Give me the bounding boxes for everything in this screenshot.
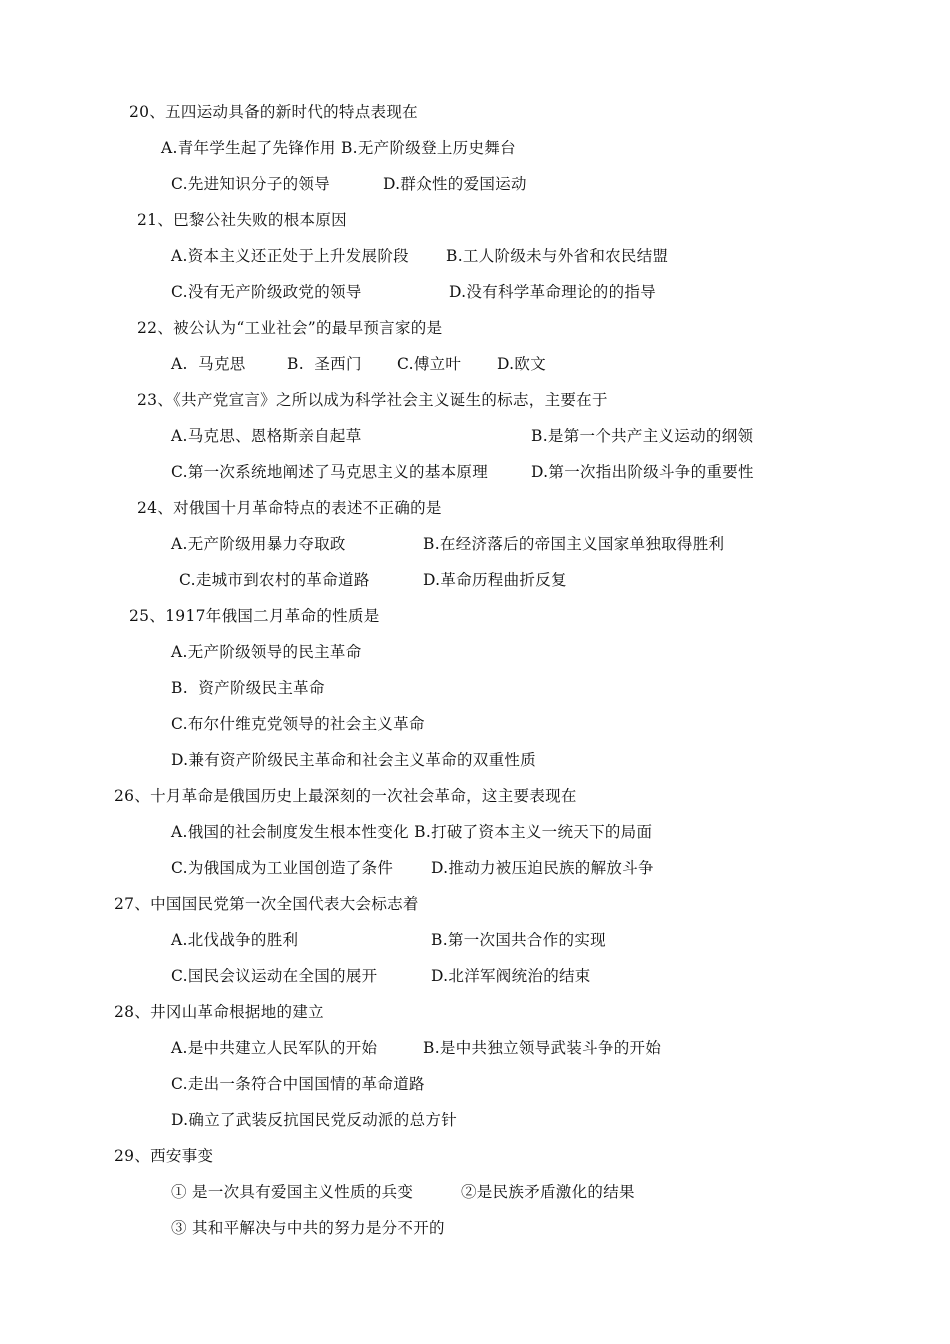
question-24-option-c: C.走城市到农村的革命道路 — [179, 571, 370, 589]
question-25-option-c: C.布尔什维克党领导的社会主义革命 — [171, 715, 425, 733]
question-25-option-b: B. 资产阶级民主革命 — [171, 679, 325, 697]
question-24-option-b: B.在经济落后的帝国主义国家单独取得胜利 — [423, 535, 725, 553]
question-21-option-b: B.工人阶级未与外省和农民结盟 — [446, 247, 669, 265]
question-24-stem: 24、对俄国十月革命特点的表述不正确的是 — [137, 499, 442, 517]
question-25-option-d: D.兼有资产阶级民主革命和社会主义革命的双重性质 — [171, 751, 537, 769]
question-21-stem: 21、巴黎公社失败的根本原因 — [137, 211, 347, 229]
question-24-option-a: A.无产阶级用暴力夺取政 — [171, 535, 346, 553]
question-27-option-c: C.国民会议运动在全国的展开 — [171, 967, 378, 985]
question-26-option-c: C.为俄国成为工业国创造了条件 — [171, 859, 394, 877]
question-21-option-d: D.没有科学革命理论的的指导 — [449, 283, 657, 301]
question-24-option-d: D.革命历程曲折反复 — [423, 571, 567, 589]
question-20-option-c: C.先进知识分子的领导 — [171, 175, 331, 193]
question-20-option-d: D.群众性的爱国运动 — [383, 175, 527, 193]
question-23-option-d: D.第一次指出阶级斗争的重要性 — [531, 463, 754, 481]
question-22-stem: 22、被公认为“工业社会”的最早预言家的是 — [137, 319, 443, 337]
question-20-stem: 20、五四运动具备的新时代的特点表现在 — [129, 103, 418, 121]
question-29-stem: 29、西安事变 — [114, 1147, 214, 1165]
question-22-option-c: C.傅立叶 — [397, 355, 462, 373]
question-28-option-d: D.确立了武装反抗国民党反动派的总方针 — [171, 1111, 458, 1129]
question-27-stem: 27、中国国民党第一次全国代表大会标志着 — [114, 895, 419, 913]
question-23-option-a: A.马克思、恩格斯亲自起草 — [171, 427, 362, 445]
question-23-stem: 23、《共产党宣言》之所以成为科学社会主义诞生的标志，主要在于 — [137, 391, 608, 409]
question-26-option-ab: A.俄国的社会制度发生根本性变化 B.打破了资本主义一统天下的局面 — [171, 823, 653, 841]
question-27-option-d: D.北洋军阀统治的结束 — [431, 967, 591, 985]
question-25-option-a: A.无产阶级领导的民主革命 — [171, 643, 362, 661]
question-27-option-a: A.北伐战争的胜利 — [171, 931, 299, 949]
question-22-option-a: A. 马克思 — [171, 355, 246, 373]
question-22-option-b: B. 圣西门 — [287, 355, 362, 373]
question-29-statement-2: ②是民族矛盾激化的结果 — [461, 1183, 635, 1201]
question-26-option-d: D.推动力被压迫民族的解放斗争 — [431, 859, 654, 877]
question-28-option-b: B.是中共独立领导武装斗争的开始 — [423, 1039, 662, 1057]
question-22-option-d: D.欧文 — [497, 355, 547, 373]
question-28-option-c: C.走出一条符合中国国情的革命道路 — [171, 1075, 425, 1093]
question-20-option-ab: A.青年学生起了先锋作用 B.无产阶级登上历史舞台 — [161, 139, 516, 157]
question-23-option-b: B.是第一个共产主义运动的纲领 — [531, 427, 754, 445]
question-25-stem: 25、1917年俄国二月革命的性质是 — [129, 607, 380, 625]
question-21-option-c: C.没有无产阶级政党的领导 — [171, 283, 362, 301]
question-29-statement-1: ① 是一次具有爱国主义性质的兵变 — [171, 1183, 414, 1201]
question-23-option-c: C.第一次系统地阐述了马克思主义的基本原理 — [171, 463, 489, 481]
question-27-option-b: B.第一次国共合作的实现 — [431, 931, 606, 949]
question-21-option-a: A.资本主义还正处于上升发展阶段 — [171, 247, 409, 265]
question-26-stem: 26、十月革命是俄国历史上最深刻的一次社会革命，这主要表现在 — [114, 787, 577, 805]
question-28-option-a: A.是中共建立人民军队的开始 — [171, 1039, 378, 1057]
question-29-statement-3: ③ 其和平解决与中共的努力是分不开的 — [171, 1219, 445, 1237]
question-28-stem: 28、井冈山革命根据地的建立 — [114, 1003, 324, 1021]
